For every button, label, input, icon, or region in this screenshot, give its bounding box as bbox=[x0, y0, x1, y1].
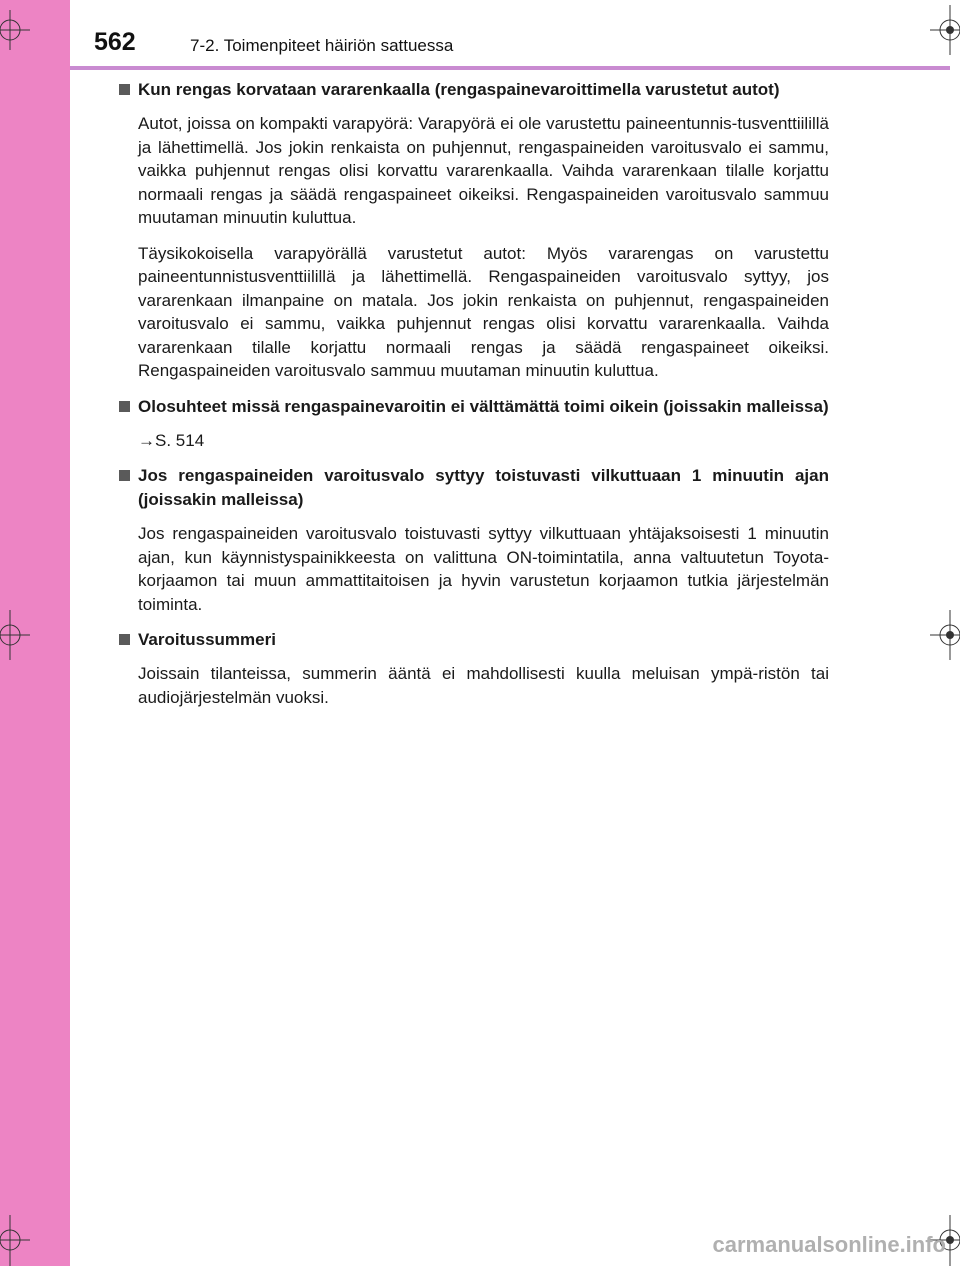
section-heading-text: Olosuhteet missä rengaspainevaroitin ei välttämättä toimi oikein (joissakin malleissa) bbox=[138, 396, 829, 416]
crop-mark-icon bbox=[920, 0, 960, 60]
section-warning-light bbox=[119, 464, 829, 616]
paragraph: Joissain tilanteissa, summerin ääntä ei mahdollisesti kuulla meluisan ympä-ristön tai audiojärjestelmän vuoksi. bbox=[138, 664, 829, 707]
section-spare-tire bbox=[119, 78, 829, 383]
crop-mark-icon bbox=[920, 605, 960, 665]
watermark: carmanualsonline.info bbox=[712, 1232, 946, 1257]
section-heading bbox=[119, 464, 829, 512]
page-content bbox=[119, 78, 829, 721]
section-heading-text: Jos rengaspaineiden varoitusvalo syttyy toistuvasti vilkuttuaan 1 minuutin ajan (joissakin malleissa) bbox=[138, 466, 829, 509]
page-reference: →S. 514 bbox=[138, 430, 205, 450]
paragraph: Jos rengaspaineiden varoitusvalo toistuvasti syttyy vilkuttuaan yhtäjaksoisesti 1 minuutin ajan, kun käynnistyspainikkeesta on valittuna ON-toimintatila, anna valtuutetun Toyota-korjaamon tai muun ammattitaitoisen ja hyvin varustetun korjaamon tutkia järjestelmän toiminta. bbox=[138, 524, 829, 614]
section-heading-text: Varoitussummeri bbox=[138, 630, 276, 649]
square-bullet-icon bbox=[119, 401, 130, 412]
crop-mark-icon bbox=[0, 605, 40, 665]
crop-mark-icon bbox=[0, 0, 40, 60]
paragraph: Autot, joissa on kompakti varapyörä: Varapyörä ei ole varustettu paineentunnis-tusventtiilillä ja lähettimellä. Jos jokin renkaista on puhjennut, rengaspaineiden varoitusvalo ei sammu, vaikka puhjennut rengas olisi korvattu vararenkaalla. Vaihda vararenkaan tilalle korjattu normaali rengas ja säädä rengaspaineet oikeiksi. Rengaspaineiden varoitusvalo sammuu muutaman minuutin kuluttua. bbox=[138, 114, 829, 227]
section-title: 7-2. Toimenpiteet häiriön sattuessa bbox=[190, 36, 454, 55]
section-heading bbox=[119, 395, 829, 419]
crop-mark-icon bbox=[0, 1210, 40, 1266]
page-number: 562 bbox=[94, 28, 136, 56]
section-heading bbox=[119, 78, 829, 102]
section-conditions bbox=[119, 395, 829, 453]
square-bullet-icon bbox=[119, 470, 130, 481]
section-buzzer bbox=[119, 628, 829, 709]
square-bullet-icon bbox=[119, 84, 130, 95]
paragraph: Täysikokoisella varapyörällä varustetut autot: Myös vararengas on varustettu paineentunnistusventtiilillä ja lähettimellä. Rengaspaineiden varoitusvalo syttyy, jos vararenkaan ilmanpaine on matala. Jos jokin renkaista on puhjennut, rengaspaineiden varoitusvalo ei sammu, vaikka puhjennut rengas olisi korvattu vararenkaalla. Vaihda vararenkaan tilalle korjattu normaali rengas ja säädä rengaspaineet oikeiksi. Rengaspaineiden varoitusvalo sammuu muutaman minuutin kuluttua. bbox=[138, 243, 829, 380]
header-rule bbox=[70, 66, 950, 70]
square-bullet-icon bbox=[119, 634, 130, 645]
section-heading-text: Kun rengas korvataan vararenkaalla (rengaspainevaroittimella varustetut autot) bbox=[138, 80, 780, 99]
section-heading bbox=[119, 628, 829, 652]
